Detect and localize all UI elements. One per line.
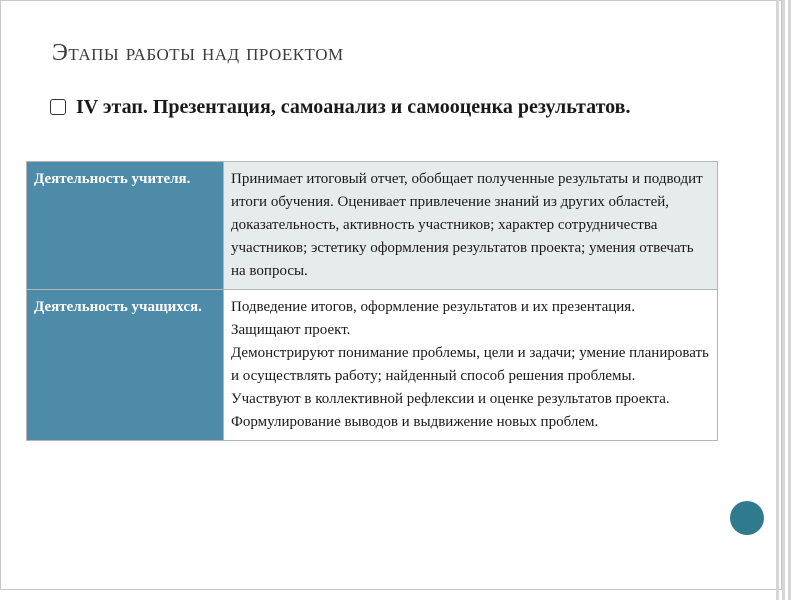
description-cell xyxy=(224,162,718,290)
stage-table xyxy=(26,161,718,441)
description-text: Демонстрируют понимание проблемы, цели и задачи; умение планировать и осуществлять работу; найденный способ решения проблемы. xyxy=(231,345,709,384)
slide-subtitle-bullet xyxy=(50,92,710,122)
stripe xyxy=(788,0,791,600)
description-text: Защищают проект. xyxy=(231,322,351,338)
description-text: Принимает итоговый отчет, обобщает полученные результаты и подводит итоги обучения. Оценивает привлечение знаний из других областей, доказательность, активность участников; характер сотрудничества участников; эстетику оформления результатов проекта; умения отвечать на вопросы. xyxy=(231,171,703,279)
description-text: Подведение итогов, оформление результатов и их презентация. xyxy=(231,299,635,315)
role-cell: Деятельность учителя. xyxy=(27,162,224,290)
square-bullet-icon xyxy=(50,99,66,115)
description-text: Формулирование выводов и выдвижение новых проблем. xyxy=(231,414,599,430)
decorative-stripes xyxy=(776,0,794,600)
table-row xyxy=(27,290,718,441)
table-row xyxy=(27,162,718,290)
subtitle-text: IV этап. Презентация, самоанализ и самооценка результатов. xyxy=(76,96,631,118)
slide-title: Этапы работы над проектом xyxy=(52,40,344,66)
description-cell xyxy=(224,290,718,441)
decorative-circle-icon xyxy=(730,501,764,535)
description-text: Участвуют в коллективной рефлексии и оценке результатов проекта. xyxy=(231,391,670,407)
role-cell: Деятельность учащихся. xyxy=(27,290,224,441)
stripe xyxy=(782,0,785,600)
stripe xyxy=(776,0,779,600)
